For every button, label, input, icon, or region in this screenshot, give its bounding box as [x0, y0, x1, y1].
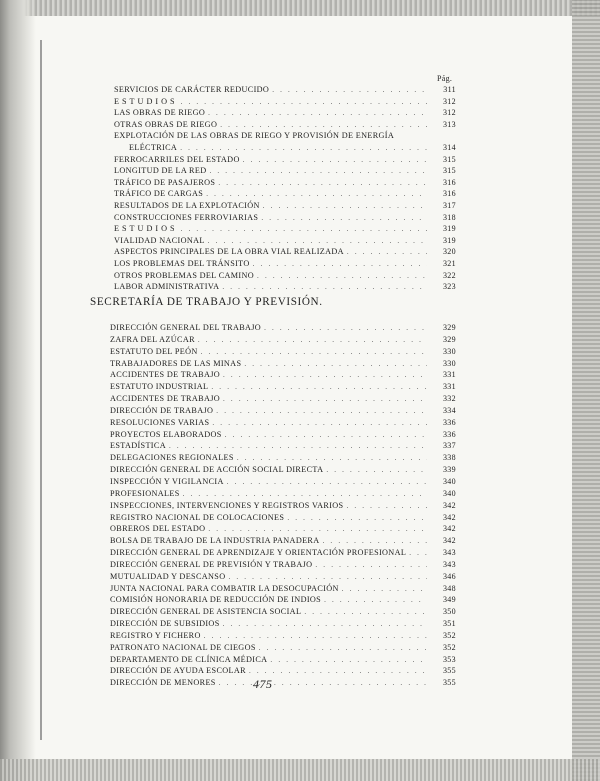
- toc-list-section-two: [110, 322, 456, 689]
- toc-entry-page: 330: [442, 358, 456, 368]
- toc-entry-label: PROFESIONALES: [110, 488, 180, 498]
- toc-entry-label: DIRECCIÓN DE MENORES: [110, 678, 216, 688]
- leader-dots: [222, 282, 427, 294]
- toc-entry: [110, 334, 456, 346]
- leader-dots: [304, 607, 427, 619]
- toc-entry-page: 352: [442, 630, 456, 640]
- leader-dots: [212, 418, 427, 430]
- toc-entry-label: DIRECCIÓN GENERAL DEL TRABAJO: [110, 323, 262, 332]
- leader-dots: [181, 97, 427, 109]
- toc-entry: [110, 606, 456, 618]
- leader-dots: [409, 548, 427, 560]
- leader-dots: [223, 619, 427, 631]
- leader-dots: [223, 370, 427, 382]
- toc-entry-page: 342: [442, 512, 456, 522]
- toc-entry: [110, 322, 456, 334]
- toc-entry-label: DIRECCIÓN GENERAL DE ACCIÓN SOCIAL DIRECTA: [110, 465, 324, 475]
- toc-entry: [114, 130, 456, 142]
- toc-entry-page: 350: [442, 607, 456, 617]
- toc-list-section-one: [114, 84, 456, 293]
- toc-entry-page: 315: [442, 154, 456, 164]
- toc-entry-page: 339: [442, 465, 456, 475]
- toc-entry-page: 312: [442, 108, 456, 118]
- toc-entry: [110, 512, 456, 524]
- toc-entry-label: MUTUALIDAD Y DESCANSO: [110, 571, 226, 581]
- page-number: 475: [253, 677, 273, 691]
- toc-entry-label: BOLSA DE TRABAJO DE LA INDUSTRIA PANADERA: [110, 536, 320, 546]
- toc-entry-page: 322: [442, 270, 456, 280]
- toc-entry: [110, 594, 456, 606]
- toc-entry: [110, 358, 456, 370]
- leader-dots: [272, 85, 427, 97]
- toc-entry-label: ESTATUTO INDUSTRIAL: [110, 382, 209, 392]
- toc-entry: [114, 154, 456, 166]
- toc-entry: [110, 583, 456, 595]
- toc-entry-label: DIRECCIÓN GENERAL DE ASISTENCIA SOCIAL: [110, 607, 302, 617]
- toc-entry-page: 340: [442, 476, 456, 486]
- toc-entry-label: LAS OBRAS DE RIEGO: [114, 108, 206, 118]
- leader-dots: [211, 382, 427, 394]
- toc-entry-label: ESTUDIOS: [114, 96, 178, 106]
- toc-entry-page: 311: [443, 85, 456, 94]
- leader-dots: [287, 513, 427, 525]
- toc-entry-label: OTROS PROBLEMAS DEL CAMINO: [114, 270, 255, 280]
- toc-entry-page: 315: [442, 166, 456, 176]
- toc-entry-label: LONGITUD DE LA RED: [114, 166, 207, 176]
- scan-edge-right: [572, 0, 600, 781]
- toc-entry-page: 321: [442, 258, 456, 268]
- toc-entry: [114, 223, 456, 235]
- toc-entry-label: TRÁFICO DE PASAJEROS: [114, 177, 216, 187]
- toc-entry-page: 342: [442, 524, 456, 534]
- toc-entry-page: 316: [442, 189, 456, 199]
- toc-entry-page: 355: [442, 678, 456, 688]
- toc-entry-page: 330: [442, 346, 456, 356]
- toc-entry-label: DELEGACIONES REGIONALES: [110, 453, 234, 463]
- scan-edge-bottom: [0, 759, 600, 781]
- toc-entry-page: 352: [442, 642, 456, 652]
- toc-entry: [114, 84, 456, 96]
- toc-entry-label: EXPLOTACIÓN DE LAS OBRAS DE RIEGO Y PROVISIÓN DE ENERGÍA: [114, 131, 395, 141]
- toc-entry-label: LOS PROBLEMAS DEL TRÁNSITO: [114, 258, 250, 268]
- toc-entry-page: 336: [442, 429, 456, 439]
- toc-entry-page: 331: [442, 370, 456, 380]
- toc-entry-label: RESOLUCIONES VARIAS: [110, 417, 210, 427]
- toc-entry-label: ESTUDIOS: [114, 224, 178, 234]
- toc-entry-page: 332: [442, 394, 456, 404]
- toc-entry: [110, 393, 456, 405]
- toc-entry-page: 317: [442, 200, 456, 210]
- toc-entry: [110, 630, 456, 642]
- toc-entry-page: 319: [442, 224, 456, 234]
- leader-dots: [249, 666, 427, 678]
- leader-dots: [225, 430, 427, 442]
- leader-dots: [342, 584, 427, 596]
- toc-entry: [110, 381, 456, 393]
- toc-entry: [110, 417, 456, 429]
- toc-entry: [110, 429, 456, 441]
- toc-entry-page: 353: [442, 654, 456, 664]
- toc-entry-label: PROYECTOS ELABORADOS: [110, 429, 222, 439]
- toc-entry: [114, 165, 456, 177]
- leader-dots: [270, 655, 427, 667]
- toc-entry: [110, 369, 456, 381]
- toc-entry-page: 323: [442, 282, 456, 292]
- toc-entry-label: INSPECCIONES, INTERVENCIONES Y REGISTROS VARIOS: [110, 500, 344, 510]
- leader-dots: [223, 394, 427, 406]
- toc-entry: [110, 346, 456, 358]
- toc-entry-label: VIALIDAD NACIONAL: [114, 235, 205, 245]
- toc-entry: [110, 476, 456, 488]
- toc-entry: [110, 535, 456, 547]
- leader-dots: [257, 271, 427, 283]
- binding-shadow: [40, 40, 42, 740]
- toc-entry: [114, 188, 456, 200]
- toc-entry-page: 319: [442, 235, 456, 245]
- toc-entry: [110, 488, 456, 500]
- toc-entry: [114, 258, 456, 270]
- toc-entry-label: FERROCARRILES DEL ESTADO: [114, 154, 240, 164]
- toc-entry-page: 355: [442, 666, 456, 676]
- toc-entry: [110, 559, 456, 571]
- scan-edge-left: [0, 0, 36, 781]
- toc-entry: [110, 677, 456, 689]
- toc-entry: [110, 571, 456, 583]
- leader-dots: [227, 477, 427, 489]
- toc-entry: [110, 452, 456, 464]
- leader-dots: [181, 224, 427, 236]
- toc-entry-page: 346: [442, 571, 456, 581]
- toc-entry: [114, 235, 456, 247]
- toc-entry-label: DIRECCIÓN DE AYUDA ESCOLAR: [110, 666, 246, 676]
- toc-entry-page: 329: [442, 334, 456, 344]
- leader-dots: [209, 166, 427, 178]
- toc-entry-page: 343: [442, 559, 456, 569]
- toc-entry: [110, 464, 456, 476]
- toc-entry: [110, 665, 456, 677]
- toc-entry: [114, 107, 456, 119]
- toc-entry: [110, 547, 456, 559]
- leader-dots: [244, 359, 427, 371]
- toc-entry-page: 316: [442, 177, 456, 187]
- leader-dots: [261, 213, 427, 225]
- toc-entry-label: PATRONATO NACIONAL DE CIEGOS: [110, 642, 256, 652]
- toc-entry-label: TRABAJADORES DE LAS MINAS: [110, 358, 242, 368]
- toc-entry-label: OBREROS DEL ESTADO: [110, 524, 206, 534]
- toc-entry-label: DIRECCIÓN DE SUBSIDIOS: [110, 619, 220, 629]
- leader-dots: [253, 259, 427, 271]
- toc-entry-page: 312: [442, 96, 456, 106]
- toc-entry-label: ESTADÍSTICA: [110, 441, 166, 451]
- toc-entry: [110, 440, 456, 452]
- leader-dots: [326, 465, 427, 477]
- toc-entry: [114, 177, 456, 189]
- leader-dots: [198, 335, 427, 347]
- toc-entry-page: 343: [442, 548, 456, 558]
- toc-entry-label: INSPECCIÓN Y VIGILANCIA: [110, 476, 224, 486]
- page-column-header: Pág.: [437, 74, 453, 83]
- toc-entry-page: 320: [442, 247, 456, 257]
- toc-entry-label: ELÉCTRICA: [129, 142, 178, 152]
- toc-entry-label: LABOR ADMINISTRATIVA: [114, 282, 220, 292]
- toc-entry-label: DIRECCIÓN GENERAL DE APRENDIZAJE Y ORIENTACIÓN PROFESIONAL: [110, 548, 407, 558]
- toc-entry-label: REGISTRO Y FICHERO: [110, 630, 201, 640]
- toc-entry-page: 348: [442, 583, 456, 593]
- leader-dots: [216, 406, 427, 418]
- toc-entry-page: 351: [442, 619, 456, 629]
- toc-entry: [110, 618, 456, 630]
- leader-dots: [259, 643, 427, 655]
- toc-entry: [114, 119, 456, 131]
- toc-entry-label: ESTATUTO DEL PEÓN: [110, 346, 198, 356]
- toc-entry-page: 313: [442, 119, 456, 129]
- toc-entry-page: 349: [442, 595, 456, 605]
- leader-dots: [347, 247, 427, 259]
- toc-entry: [114, 96, 456, 108]
- toc-entry-page: 340: [442, 488, 456, 498]
- toc-entry-page: 337: [442, 441, 456, 451]
- toc-entry-page: 342: [442, 500, 456, 510]
- toc-entry-page: 334: [442, 405, 456, 415]
- toc-entry-label: RESULTADOS DE LA EXPLOTACIÓN: [114, 200, 260, 210]
- leader-dots: [219, 678, 427, 690]
- toc-entry-label: CONSTRUCCIONES FERROVIARIAS: [114, 212, 259, 222]
- toc-entry-label: COMISIÓN HONORARIA DE REDUCCIÓN DE INDIOS: [110, 595, 322, 605]
- scan-edge-top: [0, 0, 600, 16]
- leader-dots: [263, 201, 427, 213]
- toc-entry-page: 314: [442, 142, 456, 152]
- toc-entry-label: ZAFRA DEL AZÚCAR: [110, 334, 195, 344]
- toc-entry-label: SERVICIOS DE CARÁCTER REDUCIDO: [114, 85, 270, 94]
- leader-dots: [264, 323, 427, 335]
- leader-dots: [324, 595, 427, 607]
- leader-dots: [346, 501, 427, 513]
- toc-entry-label: ACCIDENTES DE TRABAJO: [110, 394, 221, 404]
- toc-entry: [114, 270, 456, 282]
- toc-entry: [110, 405, 456, 417]
- toc-entry-page: 338: [442, 453, 456, 463]
- toc-entry-label: DIRECCIÓN DE TRABAJO: [110, 405, 214, 415]
- leader-dots: [243, 155, 427, 167]
- toc-entry-label: DIRECCIÓN GENERAL DE PREVISIÓN Y TRABAJO: [110, 559, 313, 569]
- toc-entry: [114, 246, 456, 258]
- toc-entry-page: 331: [442, 382, 456, 392]
- toc-entry-label: TRÁFICO DE CARGAS: [114, 189, 204, 199]
- toc-entry: [110, 500, 456, 512]
- toc-entry-label: ASPECTOS PRINCIPALES DE LA OBRA VIAL REALIZADA: [114, 247, 344, 257]
- leader-dots: [315, 560, 427, 572]
- section-heading: SECRETARÍA DE TRABAJO Y PREVISIÓN.: [90, 296, 323, 308]
- toc-entry: [114, 212, 456, 224]
- toc-entry-page: 342: [442, 536, 456, 546]
- toc-entry: [110, 523, 456, 535]
- leader-dots: [208, 108, 427, 120]
- toc-entry-label: REGISTRO NACIONAL DE COLOCACIONES: [110, 512, 285, 522]
- toc-entry-label: OTRAS OBRAS DE RIEGO: [114, 119, 218, 129]
- toc-entry-page: 318: [442, 212, 456, 222]
- toc-entry: [110, 654, 456, 666]
- toc-entry-label: DEPARTAMENTO DE CLÍNICA MÉDICA: [110, 654, 268, 664]
- toc-entry-page: 336: [442, 417, 456, 427]
- toc-entry: [114, 281, 456, 293]
- toc-entry: [114, 142, 456, 154]
- toc-entry-label: ACCIDENTES DE TRABAJO: [110, 370, 221, 380]
- toc-entry: [114, 200, 456, 212]
- leader-dots: [218, 178, 427, 190]
- toc-entry: [110, 642, 456, 654]
- toc-entry-page: 329: [442, 323, 456, 332]
- toc-entry-label: JUNTA NACIONAL PARA COMBATIR LA DESOCUPACIÓN: [110, 583, 339, 593]
